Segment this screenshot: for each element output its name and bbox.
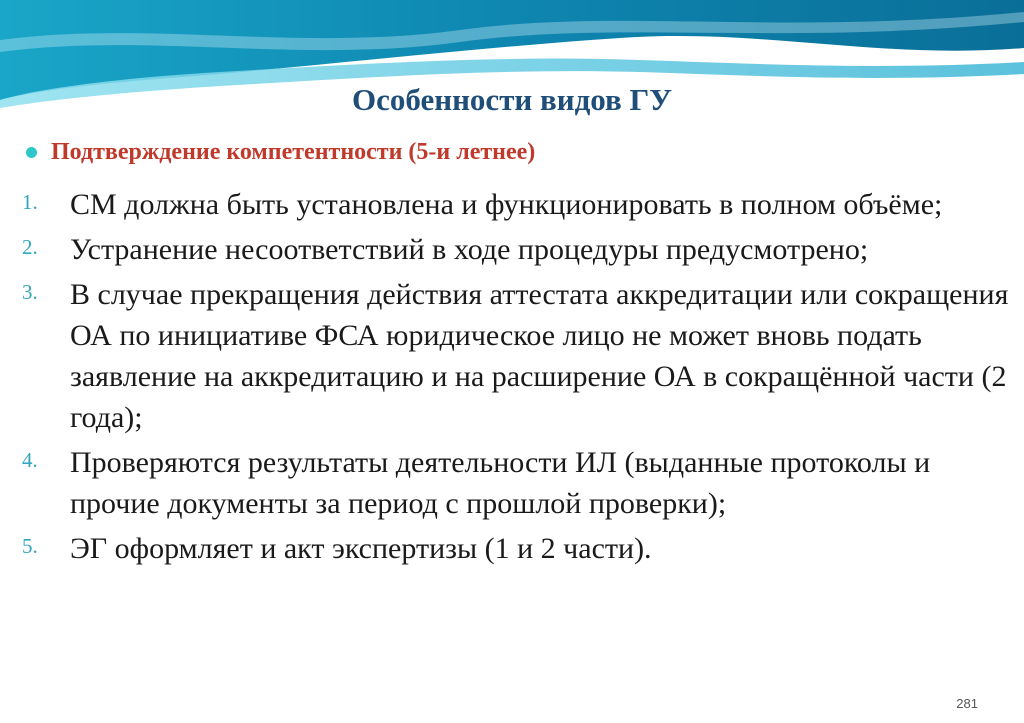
list-item bbox=[22, 528, 1022, 569]
bullet-dot-icon bbox=[26, 147, 37, 158]
list-item bbox=[22, 229, 1022, 270]
slide-title: Особенности видов ГУ bbox=[351, 82, 673, 117]
list-item-text: Проверяются результаты деятельности ИЛ (выданные протоколы и прочие документы за период с прошлой проверки); bbox=[70, 446, 931, 520]
list-item-text: ЭГ оформляет и акт экспертизы (1 и 2 части). bbox=[70, 532, 652, 565]
subtitle-row bbox=[26, 139, 535, 166]
list-item-text: Устранение несоответствий в ходе процедуры предусмотрено; bbox=[70, 233, 869, 266]
list-item bbox=[22, 442, 1022, 524]
list-item-text: СМ должна быть установлена и функционировать в полном объёме; bbox=[70, 188, 943, 221]
numbered-list bbox=[22, 184, 1022, 573]
list-item-number: 5. bbox=[22, 534, 38, 558]
slide-subtitle: Подтверждение компетентности (5-и летнее) bbox=[51, 139, 536, 165]
list-item-text: В случае прекращения действия аттестата аккредитации или сокращения ОА по инициативе ФСА юридическое лицо не может вновь подать заявление на аккредитацию и на расширение ОА в сокращённой части (2 года); bbox=[70, 278, 1009, 434]
page-number: 281 bbox=[956, 696, 978, 711]
list-item bbox=[22, 274, 1022, 438]
list-item-number: 2. bbox=[22, 235, 38, 259]
list-item-number: 3. bbox=[22, 280, 38, 304]
list-item-number: 1. bbox=[22, 190, 38, 214]
list-item-number: 4. bbox=[22, 448, 38, 472]
list-item bbox=[22, 184, 1022, 225]
